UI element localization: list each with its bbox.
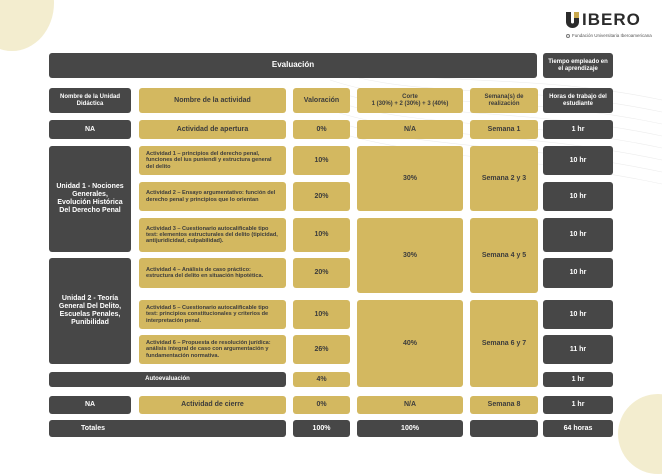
totales-valoracion: 100% (293, 420, 350, 437)
cierre-semana: Semana 8 (470, 396, 538, 414)
unidad-1: Unidad 1 - Nociones Generales, Evolución Histórica Del Derecho Penal (49, 146, 131, 252)
actividad-6: Actividad 6 – Propuesta de resolución jurídica: análisis integral de caso con argumentación y fundamentación normativa. (139, 335, 286, 364)
autoevaluacion-horas: 1 hr (543, 372, 613, 387)
header-corte: Corte 1 (30%) + 2 (30%) + 3 (40%) (357, 88, 463, 113)
apertura-corte: N/A (357, 120, 463, 139)
apertura-semana: Semana 1 (470, 120, 538, 139)
brand-mark-icon (566, 12, 579, 28)
apertura-horas: 1 hr (543, 120, 613, 139)
horas-6: 11 hr (543, 335, 613, 364)
brand-logo (566, 8, 641, 32)
horas-2: 10 hr (543, 182, 613, 211)
header-actividad: Nombre de la actividad (139, 88, 286, 113)
header-horas: Horas de trabajo del estudiante (543, 88, 613, 113)
valoracion-4: 20% (293, 258, 350, 288)
actividad-3: Actividad 3 – Cuestionario autocalificable tipo test: elementos estructurales del delito (tipicidad, antijuridicidad, culpabilidad). (139, 218, 286, 252)
globe-icon (566, 34, 570, 38)
header-tiempo: Tiempo empleado en el aprendizaje (543, 53, 613, 78)
valoracion-5: 10% (293, 300, 350, 329)
header-semanas: Semana(s) de realización (470, 88, 538, 113)
cierre-valoracion: 0% (293, 396, 350, 414)
valoracion-2: 20% (293, 182, 350, 211)
header-unidad: Nombre de la Unidad Didáctica (49, 88, 131, 113)
apertura-valoracion: 0% (293, 120, 350, 139)
actividad-4: Actividad 4 – Análisis de caso práctico: estructura del delito en situación hipotética. (139, 258, 286, 288)
autoevaluacion-label: Autoevaluación (49, 372, 286, 387)
autoevaluacion-valoracion: 4% (293, 372, 350, 387)
horas-4: 10 hr (543, 258, 613, 288)
corte-3: 40% (357, 300, 463, 387)
unidad-2: Unidad 2 - Teoría General Del Delito, Escuelas Penales, Punibilidad (49, 258, 131, 364)
apertura-unidad: NA (49, 120, 131, 139)
cierre-corte: N/A (357, 396, 463, 414)
semana-1: Semana 2 y 3 (470, 146, 538, 211)
semana-2: Semana 4 y 5 (470, 218, 538, 293)
apertura-actividad: Actividad de apertura (139, 120, 286, 139)
totales-label: Totales (49, 420, 286, 437)
horas-5: 10 hr (543, 300, 613, 329)
valoracion-3: 10% (293, 218, 350, 252)
totales-horas: 64 horas (543, 420, 613, 437)
cierre-horas: 1 hr (543, 396, 613, 414)
corte-2: 30% (357, 218, 463, 293)
semana-3: Semana 6 y 7 (470, 300, 538, 387)
totales-semana (470, 420, 538, 437)
valoracion-6: 26% (293, 335, 350, 364)
header-valoracion: Valoración (293, 88, 350, 113)
cierre-actividad: Actividad de cierre (139, 396, 286, 414)
brand-tagline (566, 33, 652, 38)
header-evaluacion: Evaluación (49, 53, 537, 78)
totales-corte: 100% (357, 420, 463, 437)
actividad-1: Actividad 1 – principios del derecho penal, funciones del ius puniendi y estructura general del delito (139, 146, 286, 175)
corte-1: 30% (357, 146, 463, 211)
horas-3: 10 hr (543, 218, 613, 252)
horas-1: 10 hr (543, 146, 613, 175)
actividad-5: Actividad 5 – Cuestionario autocalificable tipo test: principios constitucionales y criterios de interpretación penal. (139, 300, 286, 329)
valoracion-1: 10% (293, 146, 350, 175)
cierre-unidad: NA (49, 396, 131, 414)
actividad-2: Actividad 2 – Ensayo argumentativo: función del derecho penal y principios que lo orientan (139, 182, 286, 211)
tagline-text: Fundación Universitaria Iberoamericana (572, 33, 652, 38)
brand-name: IBERO (582, 10, 641, 29)
